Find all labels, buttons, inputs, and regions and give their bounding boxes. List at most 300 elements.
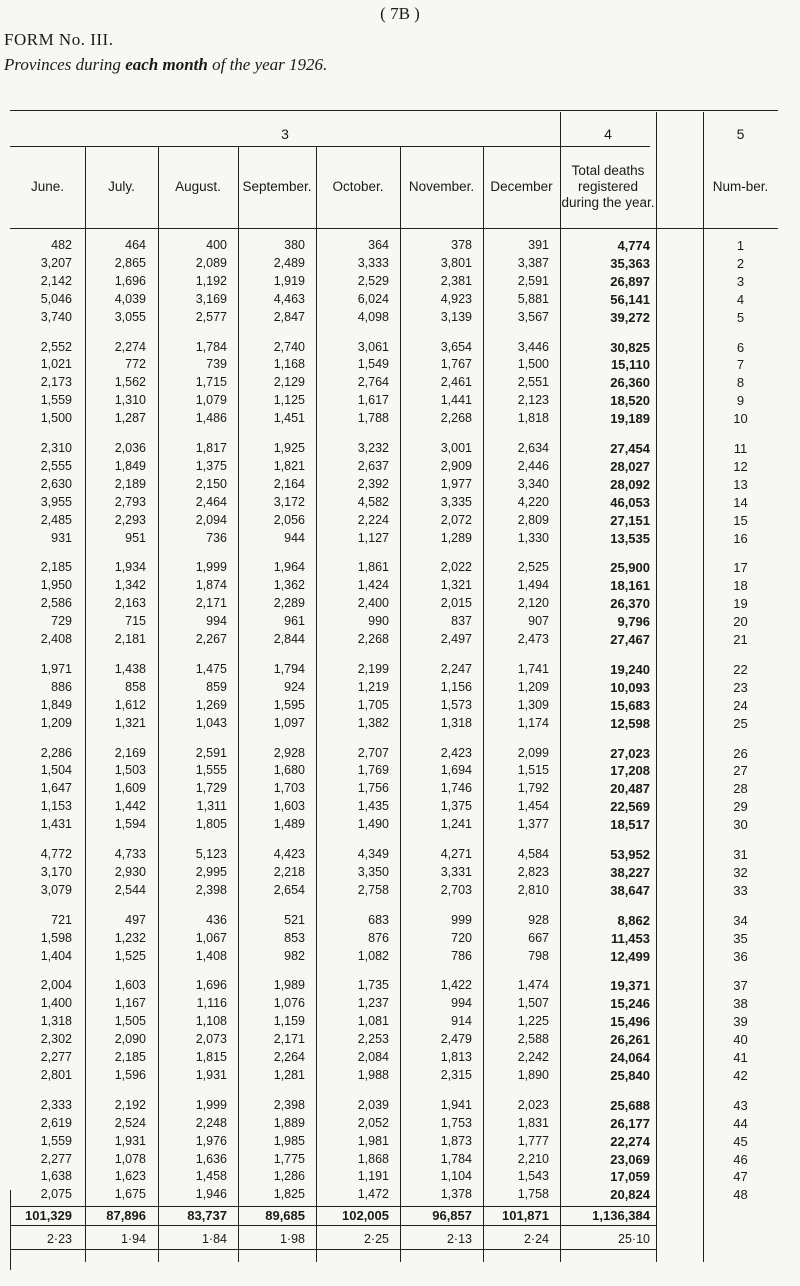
table-cell: 2,479 — [440, 1032, 472, 1047]
header-top-rule — [10, 110, 778, 111]
row-number: 38 — [733, 996, 748, 1012]
table-cell: 2,023 — [517, 1097, 549, 1112]
table-cell: 1,756 — [357, 781, 389, 796]
table-cell: 3,350 — [357, 864, 389, 879]
table-cell: 2,264 — [273, 1050, 305, 1064]
table-cell: 1,435 — [357, 799, 389, 814]
table-cell: 1,971 — [40, 661, 72, 676]
table-cell: 1,441 — [440, 393, 472, 408]
table-cell: 1,127 — [357, 530, 389, 545]
table-cell: 1,617 — [357, 393, 389, 408]
table-cell: 27,467 — [610, 632, 650, 647]
table-cell: 1,116 — [196, 996, 227, 1011]
table-cell: 1,931 — [195, 1067, 227, 1082]
table-cell: 2,089 — [195, 255, 227, 270]
table-cell: 1,977 — [440, 476, 472, 491]
table-cell: 2,703 — [440, 882, 472, 897]
table-cell: 736 — [206, 530, 227, 545]
table-cell: 1,821 — [273, 458, 305, 473]
row-number: 18 — [733, 578, 748, 594]
table-cell: 1,777 — [517, 1133, 549, 1148]
table-cell: 2,793 — [114, 494, 146, 509]
table-cell: 1,817 — [195, 441, 227, 455]
table-cell: 1,873 — [440, 1133, 472, 1148]
row-number: 7 — [736, 357, 745, 373]
table-cell: 1,310 — [114, 393, 146, 408]
table-cell: 876 — [368, 930, 389, 945]
row-number: 3 — [736, 273, 745, 289]
ratio-cell: 2·25 — [363, 1232, 389, 1246]
table-cell: 12,598 — [610, 715, 650, 731]
table-cell: 26,370 — [610, 596, 650, 612]
table-cell: 1,067 — [195, 930, 227, 945]
table-cell: 1,849 — [114, 458, 146, 473]
table-cell: 1,598 — [40, 930, 72, 945]
row-number: 5 — [736, 309, 745, 325]
table-cell: 2,181 — [114, 632, 146, 646]
table-cell: 3,335 — [440, 494, 472, 509]
table-cell: 2,525 — [517, 560, 549, 575]
table-cell: 2,333 — [40, 1097, 72, 1112]
table-cell: 2,210 — [517, 1151, 549, 1166]
table-cell: 2,544 — [114, 882, 146, 897]
table-cell: 1,609 — [114, 781, 146, 796]
row-number: 2 — [736, 255, 745, 271]
table-cell: 18,161 — [610, 578, 650, 594]
table-cell: 2,072 — [440, 512, 472, 527]
header-sub-rule — [10, 146, 650, 147]
table-cell: 5,123 — [195, 847, 227, 861]
header-0: June. — [30, 178, 65, 194]
table-cell: 3,567 — [517, 309, 549, 324]
table-cell: 4,220 — [517, 494, 549, 509]
column-number-4: 4 — [604, 126, 612, 142]
table-cell: 2,310 — [40, 441, 72, 455]
table-cell: 4,039 — [114, 291, 146, 306]
table-cell: 1,999 — [195, 560, 227, 575]
table-cell: 2,090 — [114, 1032, 146, 1047]
table-cell: 2,551 — [517, 375, 549, 390]
table-cell: 27,454 — [610, 441, 650, 456]
table-cell: 2,171 — [195, 596, 227, 611]
row-number: 9 — [736, 393, 745, 409]
row-number: 1 — [736, 238, 745, 253]
table-cell: 23,069 — [610, 1151, 650, 1167]
table-cell: 1,500 — [517, 357, 549, 372]
table-cell: 837 — [451, 614, 472, 629]
table-cell: 2,123 — [517, 393, 549, 408]
row-number: 28 — [733, 781, 748, 797]
table-cell: 2,199 — [357, 661, 389, 676]
table-cell: 1,192 — [195, 273, 227, 288]
table-cell: 2,084 — [357, 1050, 389, 1064]
table-cell: 1,703 — [273, 781, 305, 796]
table-cell: 1,964 — [273, 560, 305, 575]
table-cell: 26,897 — [610, 273, 650, 289]
header-3: September. — [242, 178, 312, 194]
table-cell: 2,022 — [440, 560, 472, 575]
total-cell: 102,005 — [342, 1208, 389, 1223]
table-cell: 1,562 — [114, 375, 146, 390]
table-cell: 2,461 — [440, 375, 472, 390]
totals-bottom-rule — [10, 1225, 656, 1226]
table-cell: 2,073 — [195, 1032, 227, 1047]
table-cell: 2,909 — [440, 458, 472, 473]
table-cell: 1,078 — [114, 1151, 146, 1166]
table-cell: 2,224 — [357, 512, 389, 527]
table-cell: 1,767 — [440, 357, 472, 372]
table-cell: 15,110 — [610, 357, 650, 373]
table-cell: 2,267 — [195, 632, 227, 646]
table-cell: 1,286 — [273, 1169, 305, 1184]
table-cell: 1,342 — [114, 578, 146, 593]
table-cell: 1,515 — [517, 763, 549, 778]
row-number: 15 — [733, 512, 748, 528]
table-cell: 2,253 — [357, 1032, 389, 1047]
table-cell: 2,315 — [440, 1067, 472, 1082]
table-cell: 2,150 — [195, 476, 227, 491]
row-number: 36 — [733, 948, 748, 964]
table-cell: 3,169 — [195, 291, 227, 306]
table-cell: 364 — [368, 238, 389, 252]
row-number: 41 — [733, 1050, 748, 1065]
ratio-cell: 1·94 — [120, 1232, 146, 1246]
table-cell: 914 — [451, 1014, 472, 1029]
row-number: 45 — [733, 1133, 748, 1149]
table-cell: 2,489 — [273, 255, 305, 270]
table-cell: 46,053 — [610, 494, 650, 510]
header-4: October. — [332, 178, 384, 194]
table-cell: 1,377 — [517, 817, 549, 832]
row-number: 44 — [733, 1115, 748, 1131]
row-number: 20 — [733, 614, 748, 630]
table-cell: 1,623 — [114, 1169, 146, 1184]
total-cell: 83,737 — [187, 1208, 227, 1223]
table-cell: 1,486 — [195, 411, 227, 426]
table-cell: 931 — [51, 530, 72, 545]
table-cell: 2,052 — [357, 1115, 389, 1130]
table-cell: 497 — [125, 912, 146, 927]
table-cell: 3,172 — [273, 494, 305, 509]
row-number: 24 — [733, 697, 748, 713]
table-cell: 436 — [206, 912, 227, 927]
table-cell: 1,729 — [195, 781, 227, 796]
table-cell: 1,400 — [40, 996, 72, 1011]
table-cell: 1,934 — [114, 560, 146, 575]
table-cell: 2,302 — [40, 1032, 72, 1047]
row-number: 12 — [733, 458, 748, 474]
table-cell: 2,588 — [517, 1032, 549, 1047]
table-cell: 1,494 — [517, 578, 549, 593]
table-cell: 720 — [451, 930, 472, 945]
table-cell: 1,746 — [440, 781, 472, 796]
table-cell: 1,318 — [40, 1014, 72, 1029]
table-cell: 2,173 — [40, 375, 72, 390]
table-cell: 858 — [125, 679, 146, 694]
row-number: 11 — [733, 441, 748, 456]
row-number: 37 — [733, 978, 748, 994]
table-cell: 1,784 — [440, 1151, 472, 1166]
table-cell: 1,573 — [440, 697, 472, 712]
table-cell: 1,941 — [440, 1097, 472, 1112]
table-cell: 1,696 — [195, 978, 227, 993]
table-cell: 3,001 — [440, 441, 472, 455]
form-title: FORM No. III. — [4, 30, 114, 49]
table-cell: 1,874 — [195, 578, 227, 593]
table-cell: 1,976 — [195, 1133, 227, 1148]
table-cell: 4,733 — [114, 847, 146, 861]
table-cell: 25,840 — [610, 1067, 650, 1083]
table-cell: 1,021 — [40, 357, 72, 372]
row-number: 43 — [733, 1097, 748, 1113]
table-cell: 20,824 — [610, 1187, 650, 1203]
table-cell: 2,810 — [517, 882, 549, 897]
table-cell: 24,064 — [610, 1050, 650, 1065]
table-cell: 1,868 — [357, 1151, 389, 1166]
table-cell: 853 — [284, 930, 305, 945]
table-cell: 1,849 — [40, 697, 72, 712]
row-number: 13 — [733, 476, 748, 492]
table-cell: 482 — [51, 238, 72, 252]
row-number: 29 — [733, 799, 748, 815]
table-cell: 3,955 — [40, 494, 72, 509]
table-cell: 1,489 — [273, 817, 305, 832]
table-cell: 10,093 — [610, 679, 650, 695]
total-cell: 87,896 — [106, 1208, 146, 1223]
table-cell: 1,861 — [357, 560, 389, 575]
table-cell: 2,293 — [114, 512, 146, 527]
table-cell: 2,268 — [440, 411, 472, 426]
table-subtitle — [4, 55, 327, 75]
table-cell: 1,825 — [273, 1187, 305, 1202]
table-cell: 1,311 — [196, 799, 227, 814]
table-cell: 1,638 — [40, 1169, 72, 1184]
table-cell: 1,081 — [357, 1014, 389, 1029]
row-number: 4 — [736, 291, 745, 307]
total-cell: 89,685 — [265, 1208, 305, 1223]
table-cell: 924 — [284, 679, 305, 694]
header-2: August. — [175, 178, 221, 194]
table-cell: 4,423 — [273, 847, 305, 861]
row-number: 10 — [733, 411, 748, 427]
table-cell: 928 — [528, 912, 549, 927]
table-cell: 380 — [284, 238, 305, 252]
row-number: 6 — [736, 339, 745, 355]
table-cell: 2,524 — [114, 1115, 146, 1130]
table-cell: 1,209 — [517, 679, 549, 694]
table-cell: 1,404 — [40, 948, 72, 963]
ratios-bottom-rule — [10, 1249, 656, 1250]
header-5: November. — [408, 178, 475, 194]
table-cell: 2,473 — [517, 632, 549, 646]
row-number: 14 — [733, 494, 748, 510]
table-cell: 3,139 — [440, 309, 472, 324]
table-cell: 1,281 — [273, 1067, 305, 1082]
table-cell: 1,925 — [273, 441, 305, 455]
table-cell: 1,237 — [357, 996, 389, 1011]
table-cell: 1,442 — [114, 799, 146, 814]
header-1: July. — [108, 178, 135, 194]
table-cell: 1,219 — [357, 679, 389, 694]
row-number: 30 — [733, 817, 748, 833]
table-cell: 15,246 — [610, 996, 650, 1012]
table-cell: 1,503 — [114, 763, 146, 778]
table-cell: 22,569 — [610, 799, 650, 815]
table-cell: 1,675 — [114, 1187, 146, 1202]
table-cell: 2,809 — [517, 512, 549, 527]
table-cell: 1,082 — [357, 948, 389, 963]
totals-top-rule — [10, 1206, 656, 1207]
table-cell: 19,240 — [610, 661, 650, 677]
table-cell: 1,735 — [357, 978, 389, 993]
table-cell: 2,164 — [273, 476, 305, 491]
row-number: 42 — [733, 1067, 748, 1083]
table-cell: 2,619 — [40, 1115, 72, 1130]
table-cell: 1,989 — [273, 978, 305, 993]
table-cell: 3,207 — [40, 255, 72, 270]
table-cell: 4,463 — [273, 291, 305, 306]
table-cell: 19,371 — [610, 978, 650, 994]
table-cell: 3,801 — [440, 255, 472, 270]
table-cell: 786 — [451, 948, 472, 963]
table-cell: 19,189 — [610, 411, 650, 427]
table-cell: 3,232 — [357, 441, 389, 455]
table-cell: 2,552 — [40, 339, 72, 354]
ratio-cell: 25·10 — [618, 1232, 650, 1246]
table-cell: 1,805 — [195, 817, 227, 832]
table-cell: 2,185 — [40, 560, 72, 575]
table-cell: 1,504 — [40, 763, 72, 778]
table-cell: 1,603 — [114, 978, 146, 993]
table-cell: 464 — [125, 238, 146, 252]
table-cell: 3,170 — [40, 864, 72, 879]
table-cell: 982 — [284, 948, 305, 963]
table-cell: 15,683 — [610, 697, 650, 713]
row-number: 32 — [733, 864, 748, 880]
table-cell: 2,758 — [357, 882, 389, 897]
table-cell: 1,559 — [40, 1133, 72, 1148]
table-cell: 1,715 — [195, 375, 227, 390]
table-cell: 2,142 — [40, 273, 72, 288]
table-cell: 38,227 — [610, 864, 650, 880]
table-cell: 1,232 — [114, 930, 146, 945]
table-cell: 400 — [206, 238, 227, 252]
table-cell: 1,549 — [357, 357, 389, 372]
table-cell: 3,654 — [440, 339, 472, 354]
table-cell: 715 — [125, 614, 146, 629]
table-cell: 1,555 — [195, 763, 227, 778]
table-cell: 1,505 — [114, 1014, 146, 1029]
table-cell: 2,408 — [40, 632, 72, 646]
table-cell: 4,774 — [617, 238, 650, 253]
table-cell: 1,241 — [440, 817, 472, 832]
table-cell: 2,497 — [440, 632, 472, 646]
table-cell: 22,274 — [610, 1133, 650, 1149]
table-cell: 2,189 — [114, 476, 146, 491]
table-cell: 1,988 — [357, 1067, 389, 1082]
table-cell: 1,769 — [357, 763, 389, 778]
table-cell: 2,577 — [195, 309, 227, 324]
table-cell: 3,740 — [40, 309, 72, 324]
table-cell: 999 — [451, 912, 472, 927]
table-cell: 2,039 — [357, 1097, 389, 1112]
subtitle-prefix: Provinces during — [4, 55, 121, 74]
table-cell: 2,247 — [440, 661, 472, 676]
table-cell: 2,630 — [40, 476, 72, 491]
table-cell: 1,438 — [114, 661, 146, 676]
table-cell: 2,286 — [40, 745, 72, 760]
table-cell: 1,543 — [517, 1169, 549, 1184]
table-cell: 1,153 — [40, 799, 72, 814]
table-cell: 11,453 — [610, 930, 650, 946]
table-cell: 1,097 — [273, 715, 305, 730]
table-cell: 1,375 — [195, 458, 227, 473]
table-cell: 1,043 — [195, 715, 227, 730]
table-cell: 2,995 — [195, 864, 227, 879]
table-cell: 2,277 — [40, 1050, 72, 1064]
ratio-cell: 2·23 — [46, 1232, 72, 1246]
row-number: 16 — [733, 530, 748, 546]
table-cell: 15,496 — [610, 1014, 650, 1030]
table-cell: 1,125 — [273, 393, 305, 408]
table-cell: 1,318 — [440, 715, 472, 730]
row-number: 21 — [733, 632, 748, 647]
header-bottom-rule — [10, 228, 778, 229]
table-cell: 1,919 — [273, 273, 305, 288]
table-cell: 1,174 — [517, 715, 549, 730]
table-cell: 1,680 — [273, 763, 305, 778]
table-cell: 1,472 — [357, 1187, 389, 1202]
table-cell: 2,274 — [114, 339, 146, 354]
table-cell: 1,424 — [357, 578, 389, 593]
table-cell: 2,637 — [357, 458, 389, 473]
table-cell: 886 — [51, 679, 72, 694]
table-cell: 951 — [125, 530, 146, 545]
table-cell: 1,378 — [440, 1187, 472, 1202]
table-cell: 2,392 — [357, 476, 389, 491]
table-cell: 772 — [125, 357, 146, 372]
table-cell: 2,185 — [114, 1050, 146, 1064]
table-cell: 2,740 — [273, 339, 305, 354]
table-cell: 1,287 — [114, 411, 146, 426]
table-cell: 2,163 — [114, 596, 146, 611]
table-cell: 26,177 — [610, 1115, 650, 1131]
table-cell: 2,075 — [40, 1187, 72, 1202]
table-cell: 2,120 — [517, 596, 549, 611]
table-cell: 3,340 — [517, 476, 549, 491]
table-cell: 1,500 — [40, 411, 72, 426]
table-cell: 3,061 — [357, 339, 389, 354]
table-cell: 667 — [528, 930, 549, 945]
row-number: 8 — [736, 375, 745, 391]
table-cell: 1,813 — [440, 1050, 472, 1064]
table-cell: 961 — [284, 614, 305, 629]
table-cell: 4,584 — [517, 847, 549, 861]
table-cell: 1,451 — [273, 411, 305, 426]
header-6: December — [490, 178, 553, 194]
table-cell: 2,823 — [517, 864, 549, 879]
table-cell: 2,928 — [273, 745, 305, 760]
table-cell: 2,094 — [195, 512, 227, 527]
table-cell: 1,375 — [440, 799, 472, 814]
table-cell: 1,696 — [114, 273, 146, 288]
total-cell: 101,871 — [502, 1208, 549, 1223]
total-cell: 96,857 — [432, 1208, 472, 1223]
ratio-cell: 1·98 — [279, 1232, 305, 1246]
table-cell: 2,242 — [517, 1050, 549, 1064]
table-cell: 391 — [528, 238, 549, 252]
table-cell: 56,141 — [610, 291, 650, 307]
